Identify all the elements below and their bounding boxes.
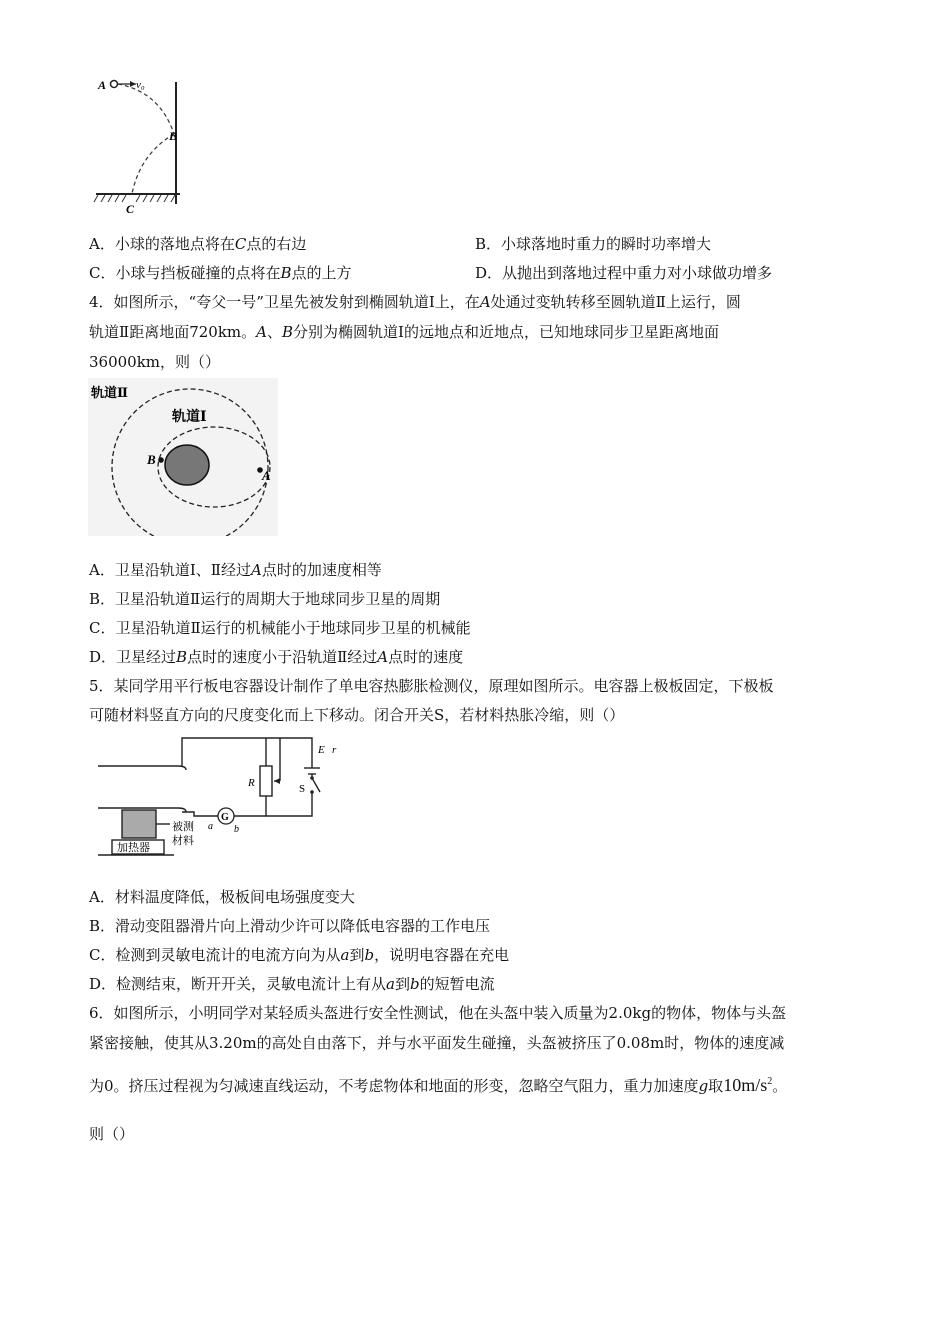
q4-stem-line2: 轨道Ⅱ距离地面720km。A、B分别为椭圆轨道Ⅰ的远地点和近地点，已知地球同步卫星距离地面: [89, 323, 719, 341]
projectile-figure: [90, 74, 200, 220]
label-material-2: 材料: [172, 835, 194, 847]
q5-option-b: B．滑动变阻器滑片向上滑动少许可以降低电容器的工作电压: [89, 917, 491, 935]
label-resistance-r: r: [332, 744, 337, 756]
label-v0: v₀: [136, 79, 145, 91]
q4-option-c: C．卫星沿轨道Ⅱ运行的机械能小于地球同步卫星的机械能: [89, 619, 471, 637]
q5-option-d: D．检测结束，断开开关，灵敏电流计上有从a到b的短暂电流: [89, 975, 495, 993]
q3-option-b: B．小球落地时重力的瞬时功率增大: [475, 235, 712, 253]
q5-option-c: C．检测到灵敏电流计的电流方向为从a到b，说明电容器在充电: [89, 946, 510, 964]
label-b: b: [234, 824, 239, 835]
label-heater: 加热器: [117, 842, 150, 854]
q6-stem-line2: 紧密接触，使其从3.20m的高处自由落下，并与水平面发生碰撞，头盔被挤压了0.08m时，物体的速度减: [89, 1034, 785, 1052]
q5-option-a: A．材料温度降低，极板间电场强度变大: [89, 888, 355, 906]
label-resistor: R: [248, 777, 255, 789]
label-orbit-2: 轨道Ⅱ: [91, 385, 128, 400]
q4-option-b: B．卫星沿轨道Ⅱ运行的周期大于地球同步卫星的周期: [89, 590, 441, 608]
label-orbit-1: 轨道Ⅰ: [172, 410, 207, 425]
q4-stem-line1: 4．如图所示，“夸父一号”卫星先被发射到椭圆轨道Ⅰ上，在A处通过变轨转移至圆轨道Ⅱ上运行，圆: [89, 293, 741, 311]
label-galvanometer: G: [221, 812, 229, 823]
q4-option-d: D．卫星经过B点时的速度小于沿轨道Ⅱ经过A点时的速度: [89, 648, 464, 666]
label-c: C: [126, 202, 135, 216]
q6-stem-line1: 6．如图所示，小明同学对某轻质头盔进行安全性测试，他在头盔中装入质量为2.0kg的物体，物体与头盔: [89, 1004, 787, 1022]
q4-stem-line3: 36000km，则（）: [89, 353, 221, 371]
q3-option-d: D．从抛出到落地过程中重力对小球做功增多: [475, 264, 773, 282]
label-material-1: 被测: [172, 821, 194, 833]
label-emf: E: [318, 744, 325, 756]
label-a: A: [98, 78, 107, 92]
label-a: a: [208, 821, 213, 832]
q3-option-a: A．小球的落地点将在C点的右边: [89, 235, 307, 253]
acceleration-value: $10m/s^2$: [723, 1075, 773, 1095]
q4-option-a: A．卫星沿轨道Ⅰ、Ⅱ经过A点时的加速度相等: [89, 561, 382, 579]
label-b: B: [169, 129, 178, 143]
q6-stem-line3: 为0。挤压过程视为匀减速直线运动，不考虑物体和地面的形变，忽略空气阻力，重力加速度g取$10m/s^2$。: [89, 1075, 788, 1095]
orbit-figure: [88, 378, 278, 536]
q3-option-c: C．小球与挡板碰撞的点将在B点的上方: [89, 264, 352, 282]
label-point-a: A: [262, 468, 271, 483]
q5-stem-line1: 5．某同学用平行板电容器设计制作了单电容热膨胀检测仪，原理如图所示。电容器上极板固定，下极板: [89, 677, 774, 695]
label-switch: S: [299, 783, 306, 795]
capacitor-circuit-figure: [94, 730, 354, 864]
label-point-b: B: [147, 452, 156, 467]
q6-stem-line4: 则（）: [89, 1125, 135, 1143]
q5-stem-line2: 可随材料竖直方向的尺度变化而上下移动。闭合开关S，若材料热胀冷缩，则（）: [89, 706, 625, 724]
